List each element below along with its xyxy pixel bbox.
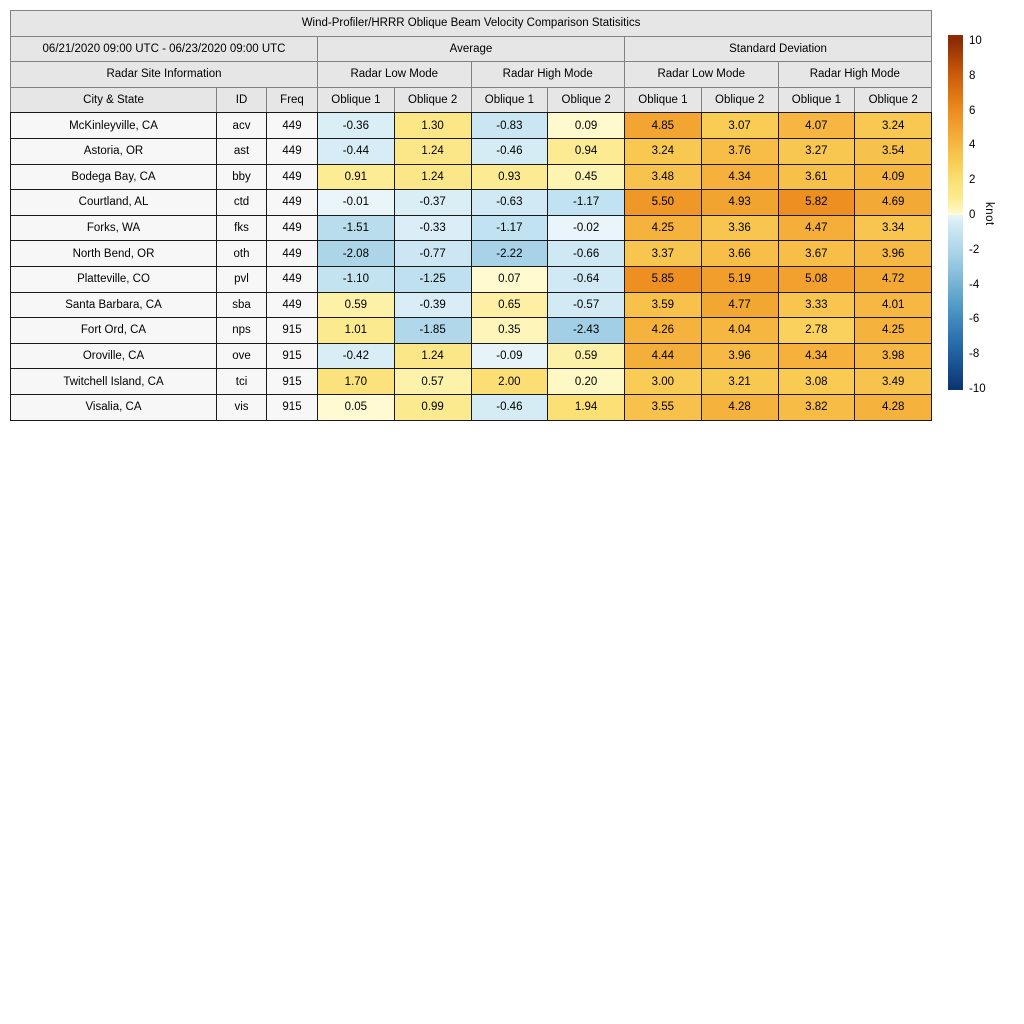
oblique2-column-header: Oblique 2 [855, 87, 932, 113]
value-cell: 1.94 [548, 394, 625, 420]
stats-table [10, 10, 932, 421]
colorbar-tick-label: -6 [969, 313, 980, 326]
value-cell: 0.45 [548, 164, 625, 190]
table-row [11, 164, 932, 190]
value-cell: -0.83 [471, 113, 548, 139]
value-cell: 3.55 [625, 394, 702, 420]
value-cell: 3.49 [855, 369, 932, 395]
title-row [11, 11, 932, 37]
value-cell: 1.01 [318, 318, 395, 344]
city-cell: Santa Barbara, CA [11, 292, 217, 318]
value-cell: 4.34 [701, 164, 778, 190]
oblique2-column-header: Oblique 2 [701, 87, 778, 113]
value-cell: 3.96 [855, 241, 932, 267]
table-row [11, 292, 932, 318]
value-cell: 3.34 [855, 215, 932, 241]
id-cell: sba [217, 292, 267, 318]
value-cell: 3.59 [625, 292, 702, 318]
colorbar-tick-label: 4 [969, 139, 976, 152]
city-cell: Platteville, CO [11, 266, 217, 292]
city-cell: Bodega Bay, CA [11, 164, 217, 190]
value-cell: 4.47 [778, 215, 855, 241]
value-cell: 4.72 [855, 266, 932, 292]
avg-high-mode-header: Radar High Mode [471, 62, 625, 88]
value-cell: 0.94 [548, 138, 625, 164]
value-cell: -2.22 [471, 241, 548, 267]
value-cell: 1.24 [394, 164, 471, 190]
value-cell: -0.33 [394, 215, 471, 241]
value-cell: -0.57 [548, 292, 625, 318]
average-group-header: Average [318, 36, 625, 62]
value-cell: 0.99 [394, 394, 471, 420]
freq-cell: 449 [267, 215, 318, 241]
freq-cell: 449 [267, 113, 318, 139]
value-cell: -0.02 [548, 215, 625, 241]
value-cell: -1.17 [548, 190, 625, 216]
colorbar-tick-label: -4 [969, 278, 980, 291]
value-cell: -0.42 [318, 343, 395, 369]
city-cell: Twitchell Island, CA [11, 369, 217, 395]
value-cell: 4.07 [778, 113, 855, 139]
value-cell: 4.25 [625, 215, 702, 241]
value-cell: 4.34 [778, 343, 855, 369]
value-cell: 5.50 [625, 190, 702, 216]
value-cell: -0.09 [471, 343, 548, 369]
freq-cell: 915 [267, 369, 318, 395]
city-cell: Visalia, CA [11, 394, 217, 420]
mode-header-row [11, 62, 932, 88]
value-cell: -1.17 [471, 215, 548, 241]
freq-cell: 449 [267, 190, 318, 216]
id-cell: ast [217, 138, 267, 164]
freq-cell: 449 [267, 138, 318, 164]
city-cell: Oroville, CA [11, 343, 217, 369]
table-row [11, 318, 932, 344]
table-body [11, 113, 932, 420]
value-cell: 3.36 [701, 215, 778, 241]
value-cell: 1.70 [318, 369, 395, 395]
value-cell: 2.00 [471, 369, 548, 395]
table-row [11, 215, 932, 241]
value-cell: 4.01 [855, 292, 932, 318]
value-cell: 3.08 [778, 369, 855, 395]
value-cell: 4.93 [701, 190, 778, 216]
id-cell: pvl [217, 266, 267, 292]
value-cell: -1.85 [394, 318, 471, 344]
table-row [11, 190, 932, 216]
freq-cell: 449 [267, 241, 318, 267]
site-info-header: Radar Site Information [11, 62, 318, 88]
id-cell: vis [217, 394, 267, 420]
city-cell: Fort Ord, CA [11, 318, 217, 344]
freq-column-header: Freq [267, 87, 318, 113]
value-cell: 3.21 [701, 369, 778, 395]
column-header-row [11, 87, 932, 113]
value-cell: 3.66 [701, 241, 778, 267]
value-cell: -1.25 [394, 266, 471, 292]
city-cell: Forks, WA [11, 215, 217, 241]
table-row [11, 369, 932, 395]
oblique1-column-header: Oblique 1 [625, 87, 702, 113]
value-cell: 3.37 [625, 241, 702, 267]
value-cell: 0.57 [394, 369, 471, 395]
value-cell: 0.59 [318, 292, 395, 318]
freq-cell: 915 [267, 318, 318, 344]
value-cell: 3.67 [778, 241, 855, 267]
freq-cell: 915 [267, 394, 318, 420]
value-cell: 3.98 [855, 343, 932, 369]
value-cell: 3.61 [778, 164, 855, 190]
value-cell: 4.69 [855, 190, 932, 216]
value-cell: 3.96 [701, 343, 778, 369]
value-cell: -0.44 [318, 138, 395, 164]
value-cell: 3.00 [625, 369, 702, 395]
value-cell: -0.37 [394, 190, 471, 216]
table-row [11, 394, 932, 420]
freq-cell: 449 [267, 164, 318, 190]
std-high-mode-header: Radar High Mode [778, 62, 932, 88]
oblique2-column-header: Oblique 2 [394, 87, 471, 113]
avg-low-mode-header: Radar Low Mode [318, 62, 472, 88]
value-cell: -0.36 [318, 113, 395, 139]
freq-cell: 915 [267, 343, 318, 369]
colorbar-tick-label: -2 [969, 243, 980, 256]
value-cell: 3.54 [855, 138, 932, 164]
value-cell: -0.46 [471, 138, 548, 164]
value-cell: 4.28 [701, 394, 778, 420]
value-cell: -0.63 [471, 190, 548, 216]
colorbar-tick-label: 8 [969, 69, 976, 82]
id-cell: ove [217, 343, 267, 369]
oblique1-column-header: Oblique 1 [318, 87, 395, 113]
table-row [11, 241, 932, 267]
colorbar-tick-label: 10 [969, 35, 982, 47]
value-cell: 3.27 [778, 138, 855, 164]
value-cell: -2.43 [548, 318, 625, 344]
id-cell: fks [217, 215, 267, 241]
value-cell: 4.09 [855, 164, 932, 190]
value-cell: 3.76 [701, 138, 778, 164]
value-cell: 1.24 [394, 138, 471, 164]
value-cell: 0.91 [318, 164, 395, 190]
value-cell: -0.66 [548, 241, 625, 267]
colorbar [948, 35, 963, 390]
value-cell: 1.24 [394, 343, 471, 369]
value-cell: 4.26 [625, 318, 702, 344]
period-label: 06/21/2020 09:00 UTC - 06/23/2020 09:00 UTC [11, 36, 318, 62]
value-cell: 5.19 [701, 266, 778, 292]
colorbar-tick-label: 6 [969, 104, 976, 117]
id-column-header: ID [217, 87, 267, 113]
value-cell: 3.24 [625, 138, 702, 164]
value-cell: 0.07 [471, 266, 548, 292]
value-cell: 0.59 [548, 343, 625, 369]
freq-cell: 449 [267, 292, 318, 318]
city-cell: McKinleyville, CA [11, 113, 217, 139]
std-low-mode-header: Radar Low Mode [625, 62, 779, 88]
table-row [11, 266, 932, 292]
colorbar-tick-label: 0 [969, 209, 976, 221]
group-header-row [11, 36, 932, 62]
value-cell: 0.09 [548, 113, 625, 139]
oblique1-column-header: Oblique 1 [471, 87, 548, 113]
id-cell: bby [217, 164, 267, 190]
value-cell: -0.64 [548, 266, 625, 292]
value-cell: -2.08 [318, 241, 395, 267]
city-cell: Astoria, OR [11, 138, 217, 164]
id-cell: acv [217, 113, 267, 139]
value-cell: 3.33 [778, 292, 855, 318]
table-row [11, 138, 932, 164]
city-cell: Courtland, AL [11, 190, 217, 216]
oblique1-column-header: Oblique 1 [778, 87, 855, 113]
freq-cell: 449 [267, 266, 318, 292]
std-dev-group-header: Standard Deviation [625, 36, 932, 62]
value-cell: 5.85 [625, 266, 702, 292]
table-row [11, 113, 932, 139]
value-cell: 4.85 [625, 113, 702, 139]
colorbar-tick-label: -8 [969, 348, 980, 361]
value-cell: 0.05 [318, 394, 395, 420]
value-cell: 0.65 [471, 292, 548, 318]
id-cell: nps [217, 318, 267, 344]
colorbar-tick-label: 2 [969, 174, 976, 187]
city-cell: North Bend, OR [11, 241, 217, 267]
colorbar-tick-label: -10 [969, 383, 986, 395]
value-cell: -0.39 [394, 292, 471, 318]
colorbar-unit-label: knot [983, 202, 995, 226]
value-cell: 5.82 [778, 190, 855, 216]
value-cell: -1.51 [318, 215, 395, 241]
value-cell: 4.25 [855, 318, 932, 344]
value-cell: -1.10 [318, 266, 395, 292]
value-cell: 4.77 [701, 292, 778, 318]
id-cell: oth [217, 241, 267, 267]
id-cell: ctd [217, 190, 267, 216]
table-title: Wind-Profiler/HRRR Oblique Beam Velocity Comparison Statisitics [11, 11, 932, 37]
value-cell: 4.44 [625, 343, 702, 369]
city-state-column-header: City & State [11, 87, 217, 113]
value-cell: 5.08 [778, 266, 855, 292]
value-cell: 1.30 [394, 113, 471, 139]
oblique2-column-header: Oblique 2 [548, 87, 625, 113]
value-cell: -0.01 [318, 190, 395, 216]
id-cell: tci [217, 369, 267, 395]
value-cell: 2.78 [778, 318, 855, 344]
value-cell: -0.77 [394, 241, 471, 267]
value-cell: 3.24 [855, 113, 932, 139]
value-cell: 3.07 [701, 113, 778, 139]
value-cell: -0.46 [471, 394, 548, 420]
value-cell: 4.28 [855, 394, 932, 420]
value-cell: 4.04 [701, 318, 778, 344]
value-cell: 0.93 [471, 164, 548, 190]
value-cell: 0.20 [548, 369, 625, 395]
value-cell: 3.48 [625, 164, 702, 190]
value-cell: 0.35 [471, 318, 548, 344]
table-row [11, 343, 932, 369]
value-cell: 3.82 [778, 394, 855, 420]
